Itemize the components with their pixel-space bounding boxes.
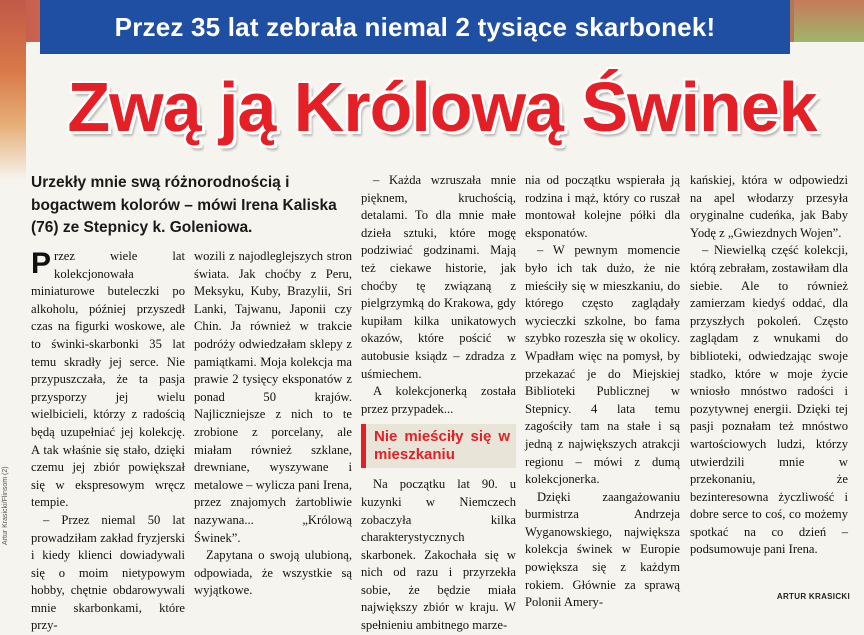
paragraph: – Niewielką część kolekcji, którą zebrałam, zostawiłam dla siebie. Ale to również zamierzam kiedyś oddać, dla przyszłych pokoleń. Często zaglądam z wnukami do biblioteki, odwiedzając swoje stadko, które w moje życie wniosło mnóstwo radości i pozytywnej energii. Dzięki tej pasji poznałam też mnóstwo wartościowych ludzi, którzy utwierdzili mnie w przekonaniu, że bezinteresowna życzliwość i dobre serce to coś, co możemy spotkać na co dzień – podsumowuje pani Irena. [690,243,848,557]
paragraph: kańskiej, która w odpowiedzi na apel włodarzy przesyła oryginalne cudeńka, jak Baby Yodę z „Gwiezdnych Wojen”. [690,173,848,240]
article-column-2 [194,248,352,600]
lead-paragraph: Urzekły mnie swą różnorodnością i bogactwem kolorów – mówi Irena Kaliska (76) ze Stepnicy k. Goleniowa. [31,174,337,236]
paragraph: wozili z najodleglejszych stron świata. Jak choćby z Peru, Meksyku, Kuby, Brazylii, Sri Lanki, Tajwanu, Japonii czy Chin. Ja również w trakcie podróży odwiedzałam sklepy z pamiątkami. Moja kolekcja ma prawie 2 tysięcy eksponatów z ponad 50 krajów. Najliczniejsze z nich to te zrobione z porcelany, ale miałam również szklane, drewniane, wyszywane i metalowe – wylicza pani Irena, przez znajomych żartobliwie nazywana... „Królową Świnek”. [194,249,352,545]
article-column-5 [690,172,848,559]
article-column-1 [31,248,185,635]
corner-photo [794,0,864,42]
paragraph: Zapytana o swoją ulubioną, odpowiada, że wszystkie są wyjątkowe. [194,548,352,598]
paragraph: Przez wiele lat kolekcjonowała miniaturowe buteleczki po alkoholu, później przyszedł czas na figurki woskowe, ale to świnki-skarbonki 35 lat temu skradły jej serce. Nie przypuszczała, że ta pasja przysporzy jej wielu wielbicieli, którzy z radością będą uzupełniać jej kolekcję. A tak właśnie się stało, dzięki czemu jej zbiór powiększał się w ekspresowym wręcz tempie. [31,247,185,510]
paragraph: A kolekcjonerką została przez przypadek... [361,384,516,416]
section-subhead: Nie mieściły się w mieszkaniu [361,424,516,468]
photo-credit: Artur Krasicki/Flinsom (2) [2,466,9,545]
paragraph: Na początku lat 90. u kuzynki w Niemczech zobaczyła kilka charakterystycznych skarbonek. Zakochała się w nich od razu i przyrzekła sobie, że będzie miała największy zbiór w kraju. W spełnieniu ambitnego marze- [361,477,516,633]
article-column-3 [361,172,516,635]
author-byline: ARTUR KRASICKI [776,592,850,601]
paragraph: Dzięki zaangażowaniu burmistrza Andrzeja Wyganowskiego, największa kolekcja świnek w Europie powiększa się z każdym rokiem. Głównie za sprawą Polonii Amery- [525,489,680,610]
drop-cap: P [31,247,52,280]
paragraph: nia od początku wspierała ją rodzina i mąż, który co ruszał montował kolejne półki dla eksponatów. [525,173,680,240]
paragraph: – W pewnym momencie było ich tak dużo, że nie mieściły się w mieszkaniu, do którego często zaglądały wycieczki szkolne, bo fama szybko rozeszła się w okolicy. Wpadłam więc na pomysł, by przekazać je do Miejskiej Biblioteki Publicznej w Stepnicy. 4 lata temu zagościły tam na stałe i są jedną z największych atrakcji regionu – mówi z dumą kolekcjonerka. [525,243,680,487]
kicker-banner: Przez 35 lat zebrała niemal 2 tysiące skarbonek! [40,0,790,54]
paragraph: – Każda wzruszała mnie pięknem, kruchością, detalami. To dla mnie małe dzieła sztuki, które mogę podziwiać godzinami. Mają też ciekawe historie, jak choćby tę związaną z pielgrzymką do Krakowa, gdy kupiłam kilka unikatowych okazów, które pościć w autobusie ksiądz – zdradza z uśmiechem. [361,173,516,381]
paragraph: – Przez niemal 50 lat prowadziłam zakład fryzjerski i kiedy klienci dowiadywali się o moim nietypowym hobby, chętnie obdarowywali mnie skarbonkami, które przy- [31,512,185,633]
article-column-4 [525,172,680,612]
headline: Zwą ją Królową Świnek [67,68,817,146]
